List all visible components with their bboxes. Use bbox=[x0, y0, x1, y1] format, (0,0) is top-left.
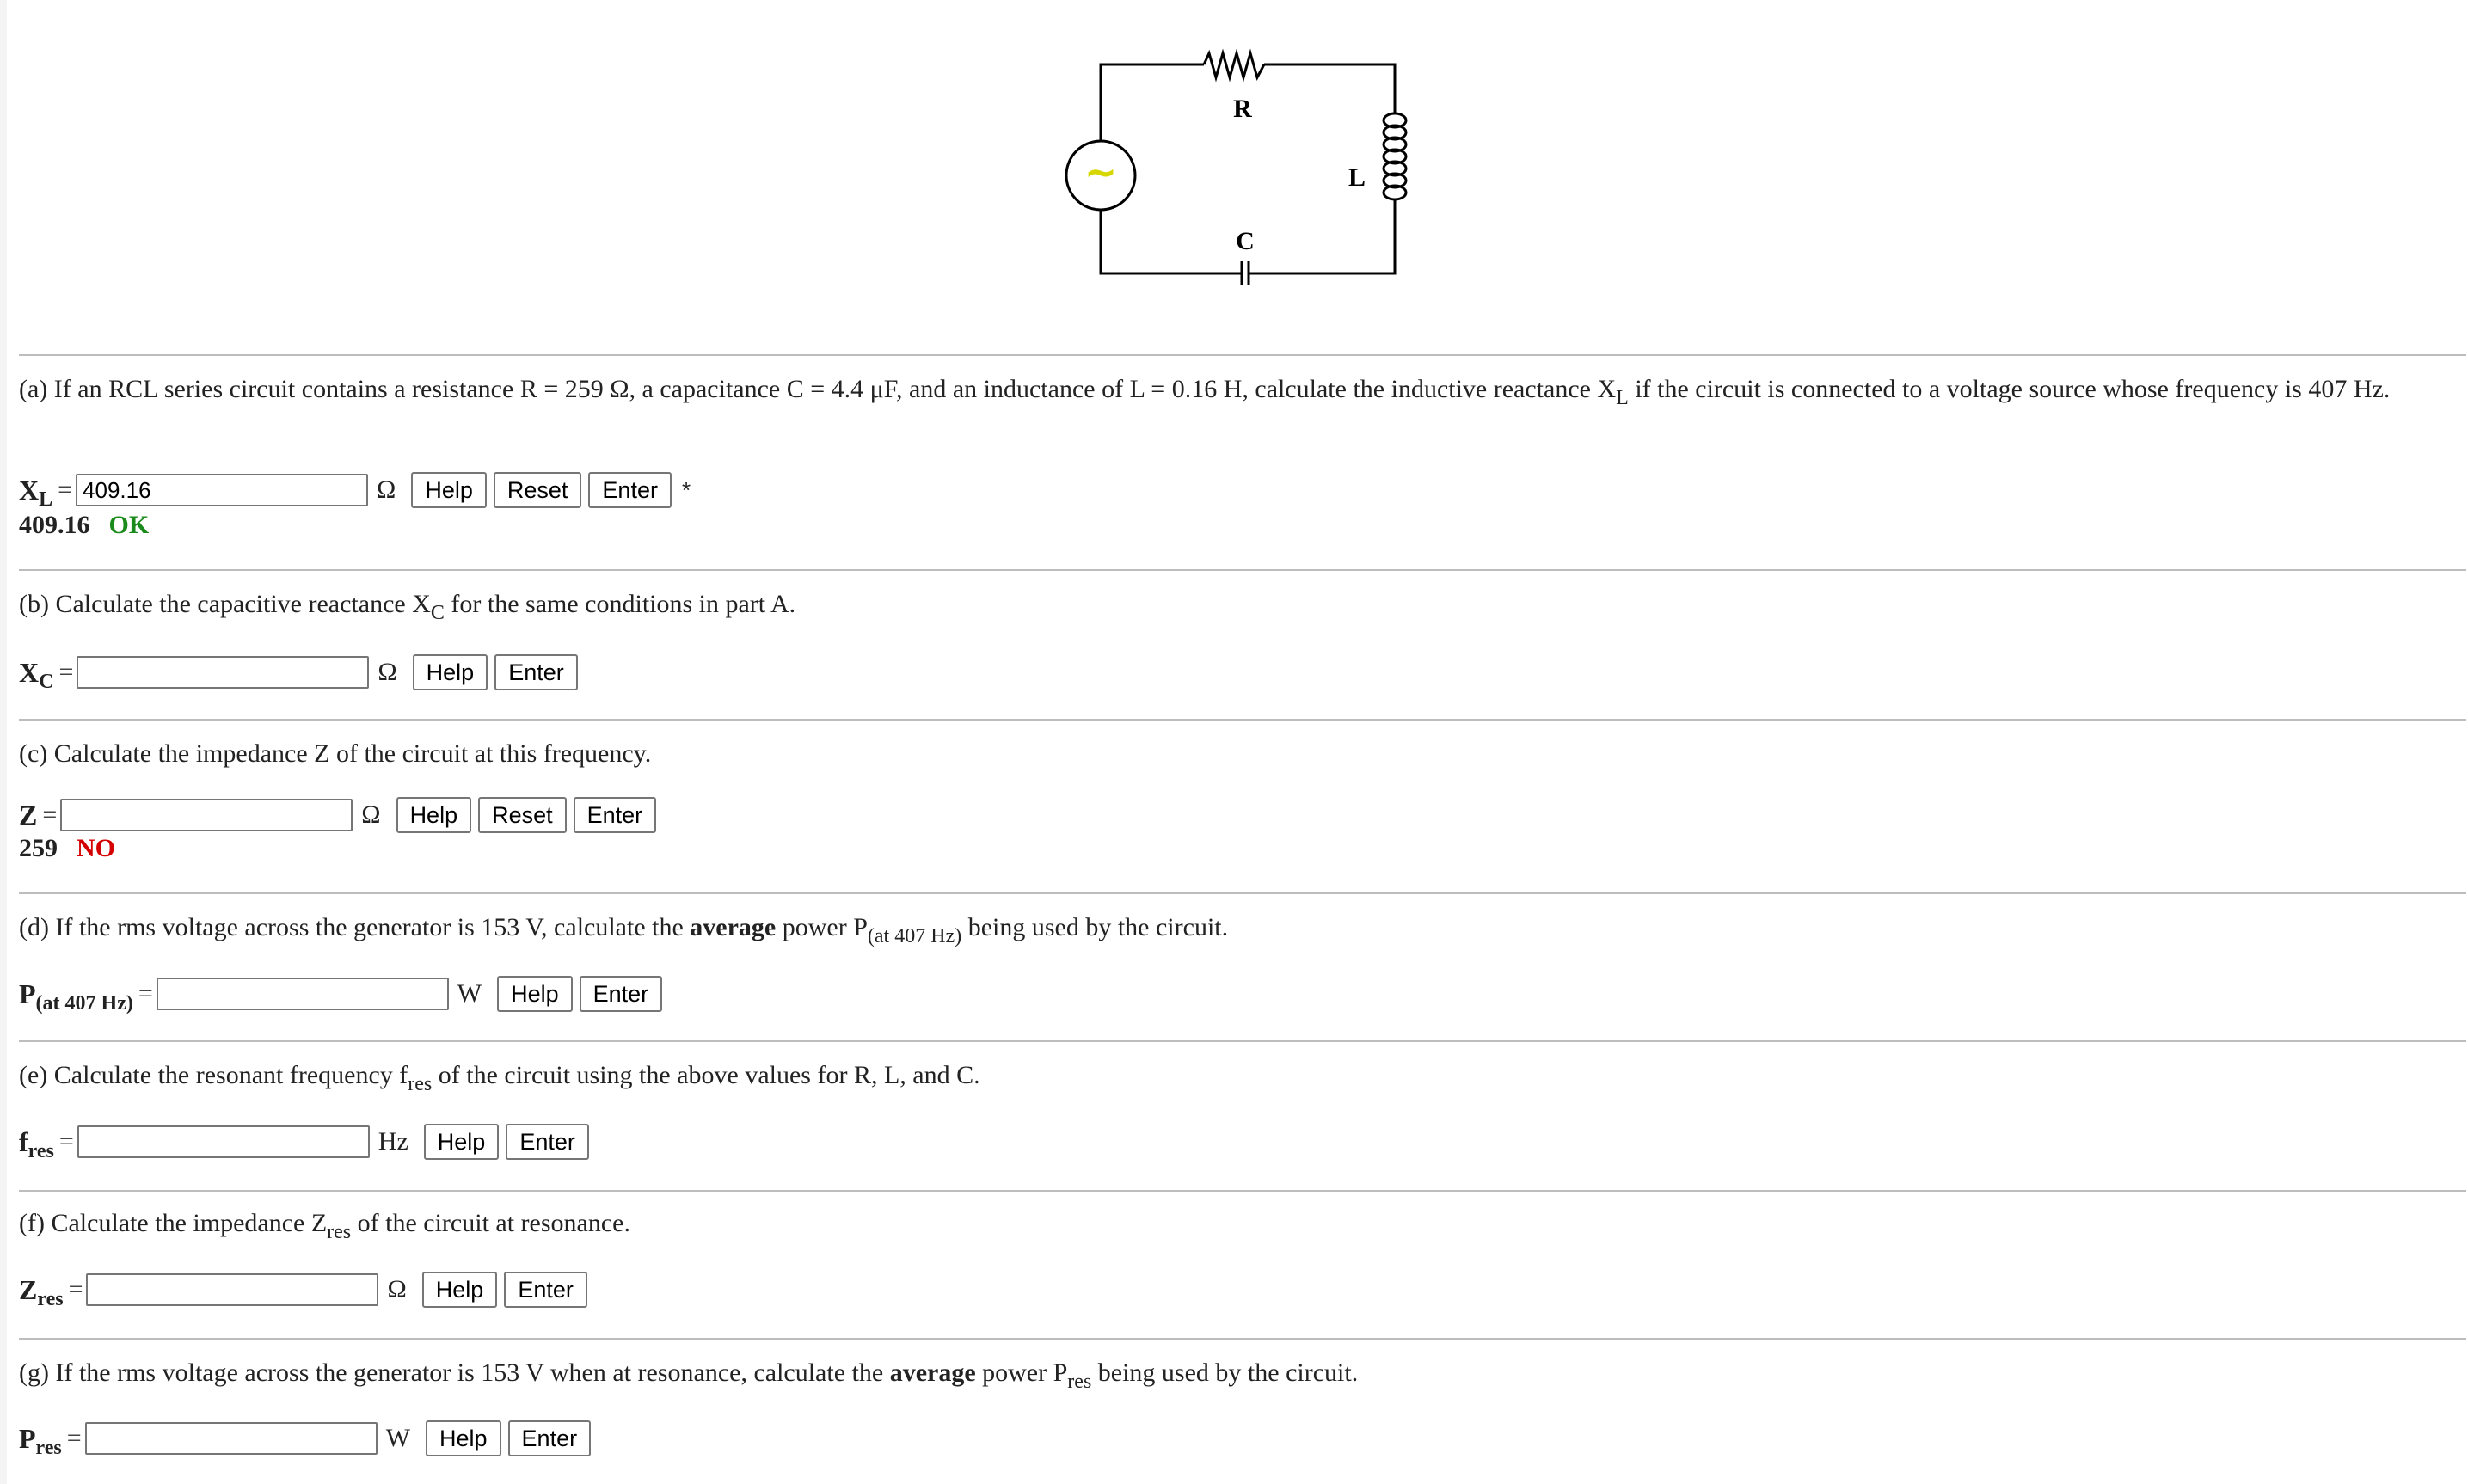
help-button-f[interactable]: Help bbox=[422, 1272, 498, 1308]
divider bbox=[19, 719, 2466, 721]
unit-label: W bbox=[457, 979, 482, 1008]
reset-button-c[interactable]: Reset bbox=[478, 797, 567, 833]
unit-label: W bbox=[385, 1424, 411, 1452]
feedback-c: 259 NO bbox=[19, 834, 115, 862]
equals-sign: = bbox=[42, 800, 58, 829]
xl-input[interactable] bbox=[76, 474, 368, 506]
resistor-symbol bbox=[1204, 53, 1264, 77]
answer-row-d bbox=[19, 975, 669, 1013]
divider bbox=[19, 1040, 2466, 1042]
equals-sign: = bbox=[58, 658, 74, 686]
unit-label: Hz bbox=[378, 1127, 408, 1156]
question-f: (f) Calculate the impedance $Z_{res}$ of the circuit at resonance. bbox=[19, 1209, 630, 1243]
var-label-pres: $P_{res}$ bbox=[19, 1422, 62, 1459]
help-button-c[interactable]: Help bbox=[396, 797, 472, 833]
var-label-z: Z bbox=[19, 799, 38, 831]
divider bbox=[19, 1338, 2466, 1340]
help-button-g[interactable]: Help bbox=[426, 1420, 501, 1456]
help-button-b[interactable]: Help bbox=[413, 654, 488, 690]
question-g: (g) If the rms voltage across the generator is 153 V when at resonance, calculate the average power $P_{res}$ being used by the circuit. bbox=[19, 1358, 1359, 1393]
equals-sign: = bbox=[138, 979, 153, 1008]
answer-row-g bbox=[19, 1420, 598, 1457]
answer-row-c bbox=[19, 796, 663, 834]
question-c: (c) Calculate the impedance Z of the circuit at this frequency. bbox=[19, 739, 652, 768]
unit-label: Ω bbox=[361, 800, 381, 829]
p-input[interactable] bbox=[157, 978, 449, 1010]
enter-button-b[interactable]: Enter bbox=[494, 654, 578, 690]
question-e: (e) Calculate the resonant frequency $f_{res}$ of the circuit using the above values for R, L, and C. bbox=[19, 1061, 980, 1095]
equals-sign: = bbox=[68, 1275, 83, 1303]
var-label-zres: $Z_{res}$ bbox=[19, 1273, 64, 1310]
enter-button-a[interactable]: Enter bbox=[588, 472, 672, 508]
answer-row-a bbox=[19, 471, 691, 509]
xc-input[interactable] bbox=[77, 656, 369, 689]
status-no: NO bbox=[77, 834, 115, 862]
divider bbox=[19, 569, 2466, 571]
pres-input[interactable] bbox=[85, 1422, 378, 1455]
fres-input[interactable] bbox=[77, 1125, 370, 1158]
question-b: (b) Calculate the capacitive reactance $X_C$ for the same conditions in part A. bbox=[19, 590, 796, 624]
enter-button-d[interactable]: Enter bbox=[580, 976, 663, 1012]
equals-sign: = bbox=[58, 1127, 74, 1156]
label-r: R bbox=[1233, 95, 1252, 123]
divider bbox=[19, 1190, 2466, 1192]
question-d: (d) If the rms voltage across the generator is 153 V, calculate the average power $P_{(at 407 Hz)}$ being used by the circuit. bbox=[19, 913, 1229, 947]
enter-button-f[interactable]: Enter bbox=[504, 1272, 587, 1308]
label-l: L bbox=[1348, 163, 1366, 192]
question-a: (a) If an RCL series circuit contains a resistance R = 259 Ω, a capacitance C = 4.4 μF, and an inductance of L = 0.16 H, calculate the inductive reactance $X_L$ if the circuit is connected to a voltage source whose frequency is 407 Hz. bbox=[19, 375, 2391, 409]
var-label-fres: $f_{res}$ bbox=[19, 1125, 54, 1162]
help-button-d[interactable]: Help bbox=[497, 976, 573, 1012]
zres-input[interactable] bbox=[86, 1273, 378, 1306]
reset-button-a[interactable]: Reset bbox=[494, 472, 582, 508]
answer-row-b bbox=[19, 653, 585, 691]
help-button-a[interactable]: Help bbox=[411, 472, 487, 508]
left-strip bbox=[0, 0, 7, 1484]
z-input[interactable] bbox=[60, 799, 353, 831]
answer-row-e bbox=[19, 1123, 596, 1161]
var-label-xl: $X_L$ bbox=[19, 474, 53, 511]
label-c: C bbox=[1236, 227, 1255, 255]
equals-sign: = bbox=[66, 1424, 82, 1452]
help-button-e[interactable]: Help bbox=[424, 1124, 500, 1160]
unit-label: Ω bbox=[378, 658, 397, 686]
enter-button-g[interactable]: Enter bbox=[508, 1420, 592, 1456]
equals-sign: = bbox=[58, 475, 73, 504]
enter-button-c[interactable]: Enter bbox=[574, 797, 657, 833]
var-label-xc: $X_C$ bbox=[19, 656, 54, 693]
divider bbox=[19, 892, 2466, 894]
unit-label: Ω bbox=[377, 475, 396, 504]
asterisk-mark: * bbox=[681, 476, 691, 503]
divider bbox=[19, 354, 2466, 356]
var-label-p: $P_{(at 407 Hz)}$ bbox=[19, 978, 133, 1015]
feedback-a: 409.16 OK bbox=[19, 511, 150, 539]
status-ok: OK bbox=[108, 511, 150, 539]
enter-button-e[interactable]: Enter bbox=[506, 1124, 589, 1160]
ac-source-tilde: ~ bbox=[1084, 149, 1118, 195]
rcl-circuit-diagram bbox=[1049, 34, 1427, 292]
answer-row-f bbox=[19, 1271, 594, 1309]
unit-label: Ω bbox=[387, 1275, 407, 1303]
inductor-symbol bbox=[1384, 113, 1406, 199]
